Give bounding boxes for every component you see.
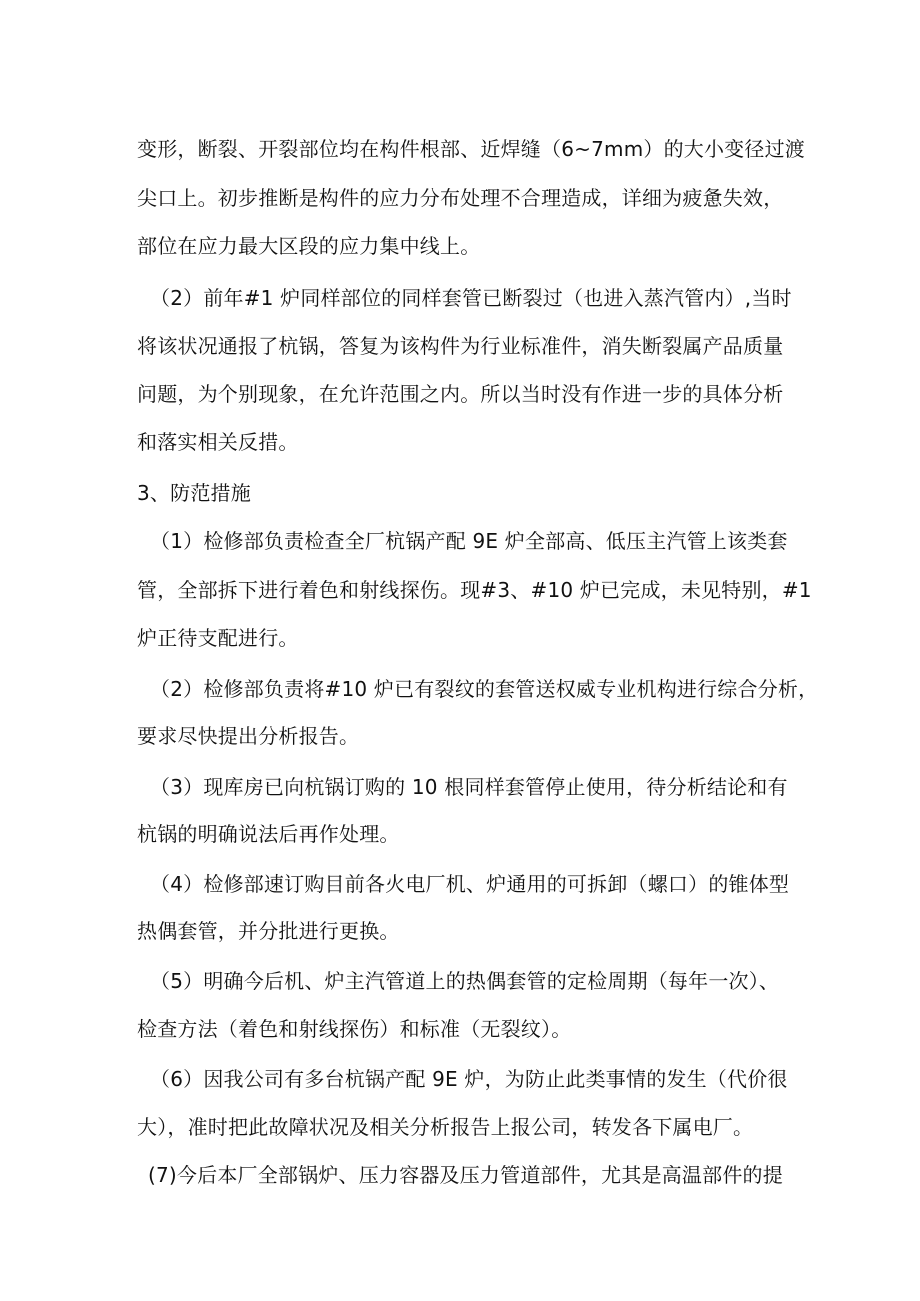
text-line: 和落实相关反措。 <box>137 430 299 454</box>
text-line: 将该状况通报了杭锅，答复为该构件为行业标准件，消失断裂属产品质量 <box>137 334 784 358</box>
text-line: 检查方法（着色和射线探伤）和标准（无裂纹）。 <box>137 1017 572 1041</box>
text-line: 炉正待支配进行。 <box>137 626 299 650</box>
text-line: 大），准时把此故障状况及相关分析报告上报公司，转发各下属电厂。 <box>137 1115 754 1139</box>
text-line: 要求尽快提出分析报告。 <box>137 724 360 748</box>
text-line: （5）明确今后机、炉主汽管道上的热偶套管的定检周期（每年一次）、 <box>150 969 780 993</box>
text-line: 管，全部拆下进行着色和射线探伤。现#3、#10 炉已完成，未见特别，#1 <box>137 578 812 602</box>
text-line: （1）检修部负责检查全厂杭锅产配 9E 炉全部高、低压主汽管上该类套 <box>150 529 788 553</box>
text-line: 变形，断裂、开裂部位均在构件根部、近焊缝（6~7mm）的大小变径过渡 <box>137 137 805 161</box>
text-line: 部位在应力最大区段的应力集中线上。 <box>137 234 481 258</box>
text-line: （2）前年#1 炉同样部位的同样套管已断裂过（也进入蒸汽管内）,当时 <box>150 286 792 310</box>
text-line: (7)今后本厂全部锅炉、压力容器及压力管道部件，尤其是高温部件的提 <box>148 1163 783 1187</box>
text-line: （4）检修部速订购目前各火电厂机、炉通用的可拆卸（螺口）的锥体型 <box>150 872 790 896</box>
text-line: 问题，为个别现象，在允许范围之内。所以当时没有作进一步的具体分析 <box>137 382 784 406</box>
text-line: （2）检修部负责将#10 炉已有裂纹的套管送权威专业机构进行综合分析， <box>150 677 819 701</box>
text-line: （3）现库房已向杭锅订购的 10 根同样套管停止使用，待分析结论和有 <box>150 775 788 799</box>
section-heading: 3、防范措施 <box>137 481 251 505</box>
text-line: 杭锅的明确说法后再作处理。 <box>137 822 400 846</box>
text-line: 热偶套管，并分批进行更换。 <box>137 919 400 943</box>
text-line: 尖口上。初步推断是构件的应力分布处理不合理造成，详细为疲惫失效， <box>137 186 784 210</box>
text-line: （6）因我公司有多台杭锅产配 9E 炉，为防止此类事情的发生（代价很 <box>150 1067 788 1091</box>
